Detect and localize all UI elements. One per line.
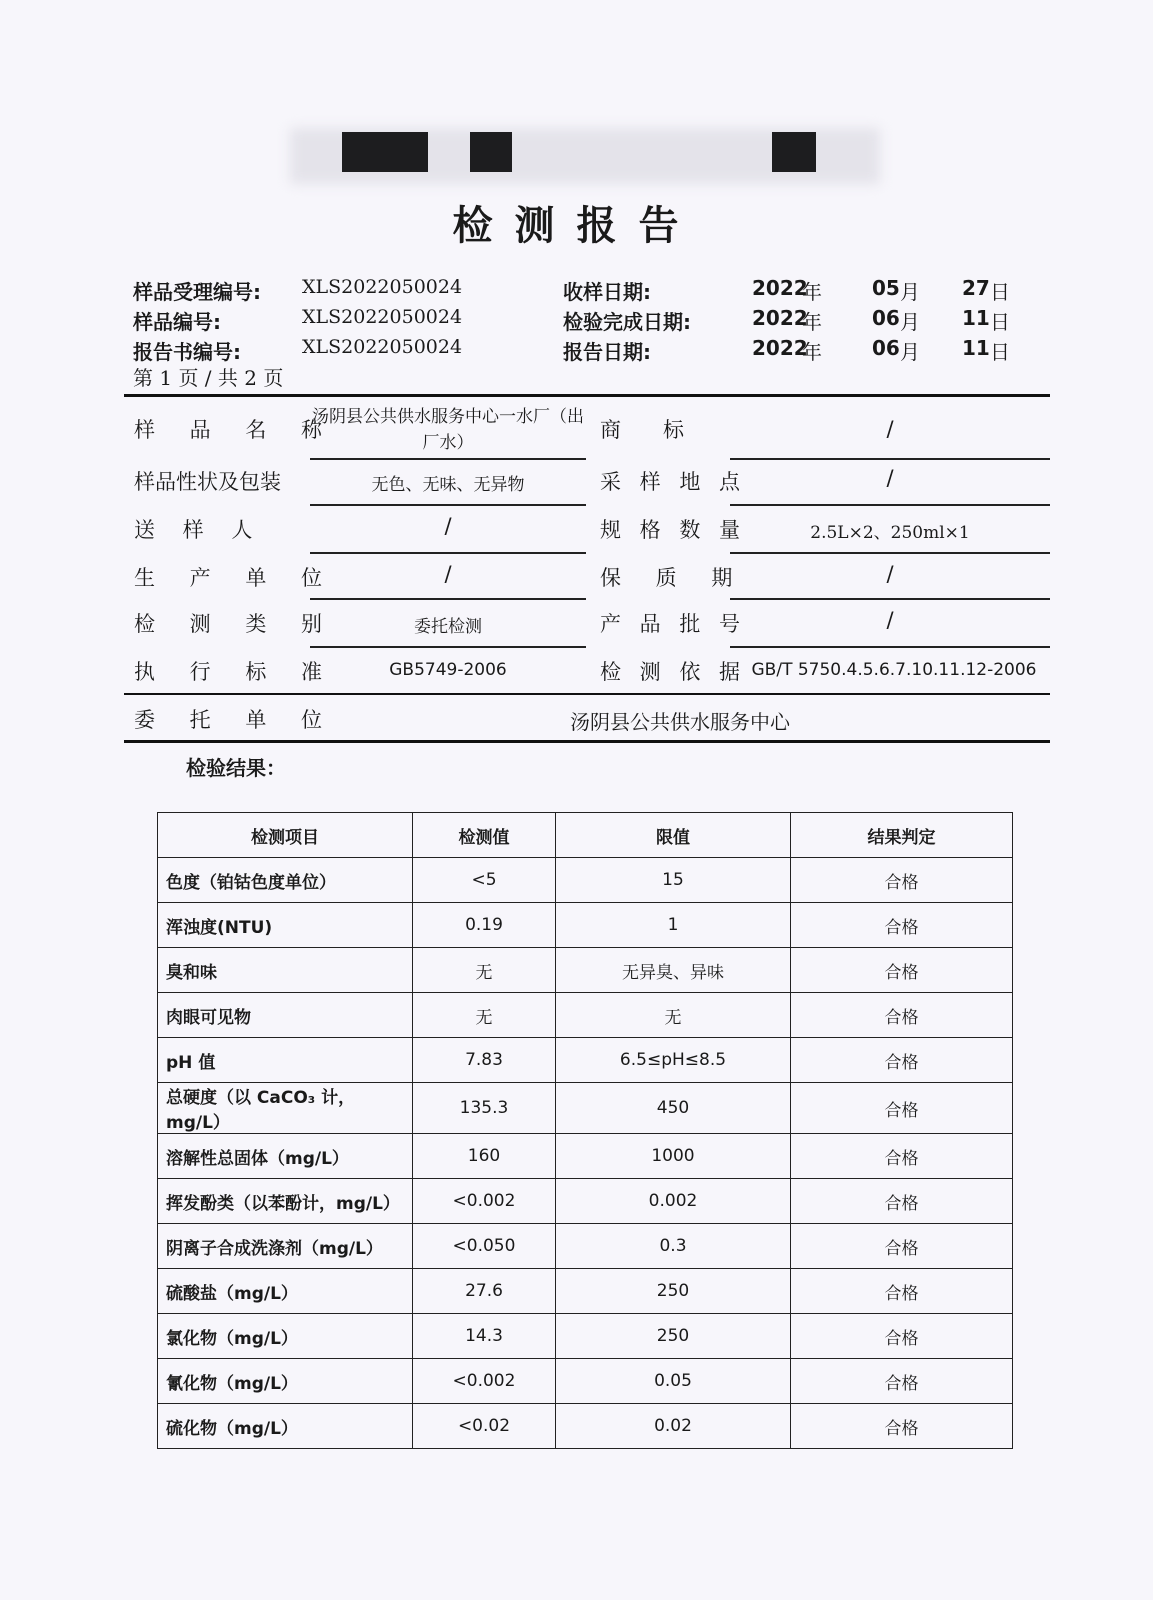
table-row	[158, 1179, 1013, 1224]
cell-value: <0.050	[413, 1224, 556, 1269]
sender-label: 送 样 人	[134, 518, 253, 542]
cell-result: 合格	[791, 903, 1013, 948]
underline	[310, 646, 586, 648]
day-unit: 日	[990, 280, 1010, 304]
standard-value: GB5749-2006	[389, 660, 507, 680]
header-item: 检测项目	[158, 813, 413, 858]
cell-limit: 0.05	[556, 1359, 791, 1404]
table-row	[158, 1269, 1013, 1314]
redaction-block	[342, 132, 428, 172]
date-year: 2022	[752, 276, 808, 300]
mid-rule	[124, 693, 1050, 695]
cell-result: 合格	[791, 1179, 1013, 1224]
table-header-row	[158, 813, 1013, 858]
sampling-site-label: 采 样 地 点	[600, 470, 747, 494]
meta-code: XLS2022050024	[302, 276, 463, 298]
cell-item: 浑浊度(NTU)	[158, 903, 413, 948]
bottom-rule	[124, 740, 1050, 743]
cell-limit: 0.02	[556, 1404, 791, 1449]
header-value: 检测值	[413, 813, 556, 858]
date-month: 06	[872, 336, 900, 360]
header-limit: 限值	[556, 813, 791, 858]
table-row	[158, 1038, 1013, 1083]
table-row	[158, 993, 1013, 1038]
cell-item: 溶解性总固体（mg/L）	[158, 1134, 413, 1179]
sample-name-label: 样 品 名 称	[134, 418, 337, 442]
day-unit: 日	[990, 310, 1010, 334]
underline	[310, 598, 586, 600]
cell-value: 0.19	[413, 903, 556, 948]
cell-item: 硫化物（mg/L）	[158, 1404, 413, 1449]
cell-result: 合格	[791, 1083, 1013, 1134]
cell-item: 色度（铂钴色度单位）	[158, 858, 413, 903]
year-unit: 年	[802, 310, 822, 334]
results-body	[158, 858, 1013, 1449]
meta-code: XLS2022050024	[302, 306, 463, 328]
cell-value: <5	[413, 858, 556, 903]
basis-value: GB/T 5750.4.5.6.7.10.11.12-2006	[751, 660, 1037, 680]
cell-result: 合格	[791, 858, 1013, 903]
cell-result: 合格	[791, 1224, 1013, 1269]
date-label: 检验完成日期:	[563, 310, 691, 334]
sampling-site-value: /	[886, 466, 894, 490]
cell-value: <0.02	[413, 1404, 556, 1449]
month-unit: 月	[900, 280, 920, 304]
report-title: 检测报告	[452, 202, 701, 249]
test-type-value: 委托检测	[414, 617, 482, 637]
shelf-life-label: 保 质 期	[600, 566, 747, 590]
month-unit: 月	[900, 310, 920, 334]
page-info: 第 1 页 / 共 2 页	[133, 366, 284, 390]
trademark-value: /	[886, 417, 894, 441]
year-unit: 年	[802, 280, 822, 304]
shelf-life-value: /	[886, 562, 894, 586]
state-label: 样品性状及包装	[134, 470, 281, 494]
cell-item: 臭和味	[158, 948, 413, 993]
table-row	[158, 948, 1013, 993]
meta-code: XLS2022050024	[302, 336, 463, 358]
table-row	[158, 1314, 1013, 1359]
cell-result: 合格	[791, 1314, 1013, 1359]
cell-value: 无	[413, 993, 556, 1038]
cell-result: 合格	[791, 1038, 1013, 1083]
cell-item: 氯化物（mg/L）	[158, 1314, 413, 1359]
sample-name-value: 汤阴县公共供水服务中心一水厂（出厂水）	[312, 407, 584, 453]
table-row	[158, 1359, 1013, 1404]
redaction-block	[470, 132, 512, 172]
underline	[310, 458, 586, 460]
date-day: 11	[962, 306, 990, 330]
date-day: 11	[962, 336, 990, 360]
test-type-label: 检 测 类 别	[134, 612, 337, 636]
spec-value: 2.5L×2、250ml×1	[810, 523, 970, 543]
cell-limit: 无	[556, 993, 791, 1038]
cell-item: 肉眼可见物	[158, 993, 413, 1038]
cell-item: pH 值	[158, 1038, 413, 1083]
redaction-block	[772, 132, 816, 172]
trademark-label: 商 标	[600, 418, 684, 442]
cell-result: 合格	[791, 1404, 1013, 1449]
date-label: 报告日期:	[563, 340, 651, 364]
day-unit: 日	[990, 340, 1010, 364]
table-row	[158, 1134, 1013, 1179]
results-label: 检验结果：	[186, 756, 286, 780]
basis-label: 检 测 依 据	[600, 660, 747, 684]
top-rule	[124, 394, 1050, 397]
table-row	[158, 903, 1013, 948]
cell-limit: 0.002	[556, 1179, 791, 1224]
cell-limit: 6.5≤pH≤8.5	[556, 1038, 791, 1083]
cell-item: 氰化物（mg/L）	[158, 1359, 413, 1404]
date-month: 05	[872, 276, 900, 300]
underline	[730, 504, 1050, 506]
cell-item: 挥发酚类（以苯酚计，mg/L）	[158, 1179, 413, 1224]
standard-label: 执 行 标 准	[134, 660, 337, 684]
cell-result: 合格	[791, 993, 1013, 1038]
client-label: 委 托 单 位	[134, 708, 337, 732]
date-year: 2022	[752, 306, 808, 330]
meta-label: 样品受理编号:	[133, 280, 261, 304]
table-row	[158, 858, 1013, 903]
cell-item: 硫酸盐（mg/L）	[158, 1269, 413, 1314]
batch-value: /	[886, 608, 894, 632]
cell-value: 160	[413, 1134, 556, 1179]
cell-limit: 无异臭、异味	[556, 948, 791, 993]
underline	[730, 646, 1050, 648]
header-result: 结果判定	[791, 813, 1013, 858]
meta-label: 报告书编号:	[133, 340, 241, 364]
sender-value: /	[444, 514, 452, 538]
cell-result: 合格	[791, 948, 1013, 993]
cell-item: 总硬度（以 CaCO₃ 计，mg/L）	[158, 1083, 413, 1134]
cell-result: 合格	[791, 1359, 1013, 1404]
cell-limit: 450	[556, 1083, 791, 1134]
date-year: 2022	[752, 336, 808, 360]
cell-value: 无	[413, 948, 556, 993]
cell-value: 7.83	[413, 1038, 556, 1083]
month-unit: 月	[900, 340, 920, 364]
cell-limit: 0.3	[556, 1224, 791, 1269]
results-table	[157, 812, 1013, 1449]
cell-result: 合格	[791, 1134, 1013, 1179]
cell-limit: 1000	[556, 1134, 791, 1179]
underline	[310, 552, 586, 554]
cell-result: 合格	[791, 1269, 1013, 1314]
state-value: 无色、无味、无异物	[371, 475, 525, 495]
producer-label: 生 产 单 位	[134, 566, 337, 590]
cell-limit: 15	[556, 858, 791, 903]
table-row	[158, 1404, 1013, 1449]
cell-value: 14.3	[413, 1314, 556, 1359]
cell-value: <0.002	[413, 1179, 556, 1224]
cell-value: 135.3	[413, 1083, 556, 1134]
underline	[730, 458, 1050, 460]
cell-limit: 250	[556, 1269, 791, 1314]
underline	[310, 504, 586, 506]
cell-item: 阴离子合成洗涤剂（mg/L）	[158, 1224, 413, 1269]
date-month: 06	[872, 306, 900, 330]
date-label: 收样日期:	[563, 280, 651, 304]
table-row	[158, 1224, 1013, 1269]
producer-value: /	[444, 562, 452, 586]
cell-value: <0.002	[413, 1359, 556, 1404]
cell-value: 27.6	[413, 1269, 556, 1314]
cell-limit: 1	[556, 903, 791, 948]
client-value: 汤阴县公共供水服务中心	[570, 710, 790, 734]
spec-label: 规 格 数 量	[600, 518, 747, 542]
underline	[730, 552, 1050, 554]
meta-label: 样品编号:	[133, 310, 221, 334]
year-unit: 年	[802, 340, 822, 364]
table-row	[158, 1083, 1013, 1134]
underline	[730, 598, 1050, 600]
batch-label: 产 品 批 号	[600, 612, 747, 636]
date-day: 27	[962, 276, 990, 300]
cell-limit: 250	[556, 1314, 791, 1359]
